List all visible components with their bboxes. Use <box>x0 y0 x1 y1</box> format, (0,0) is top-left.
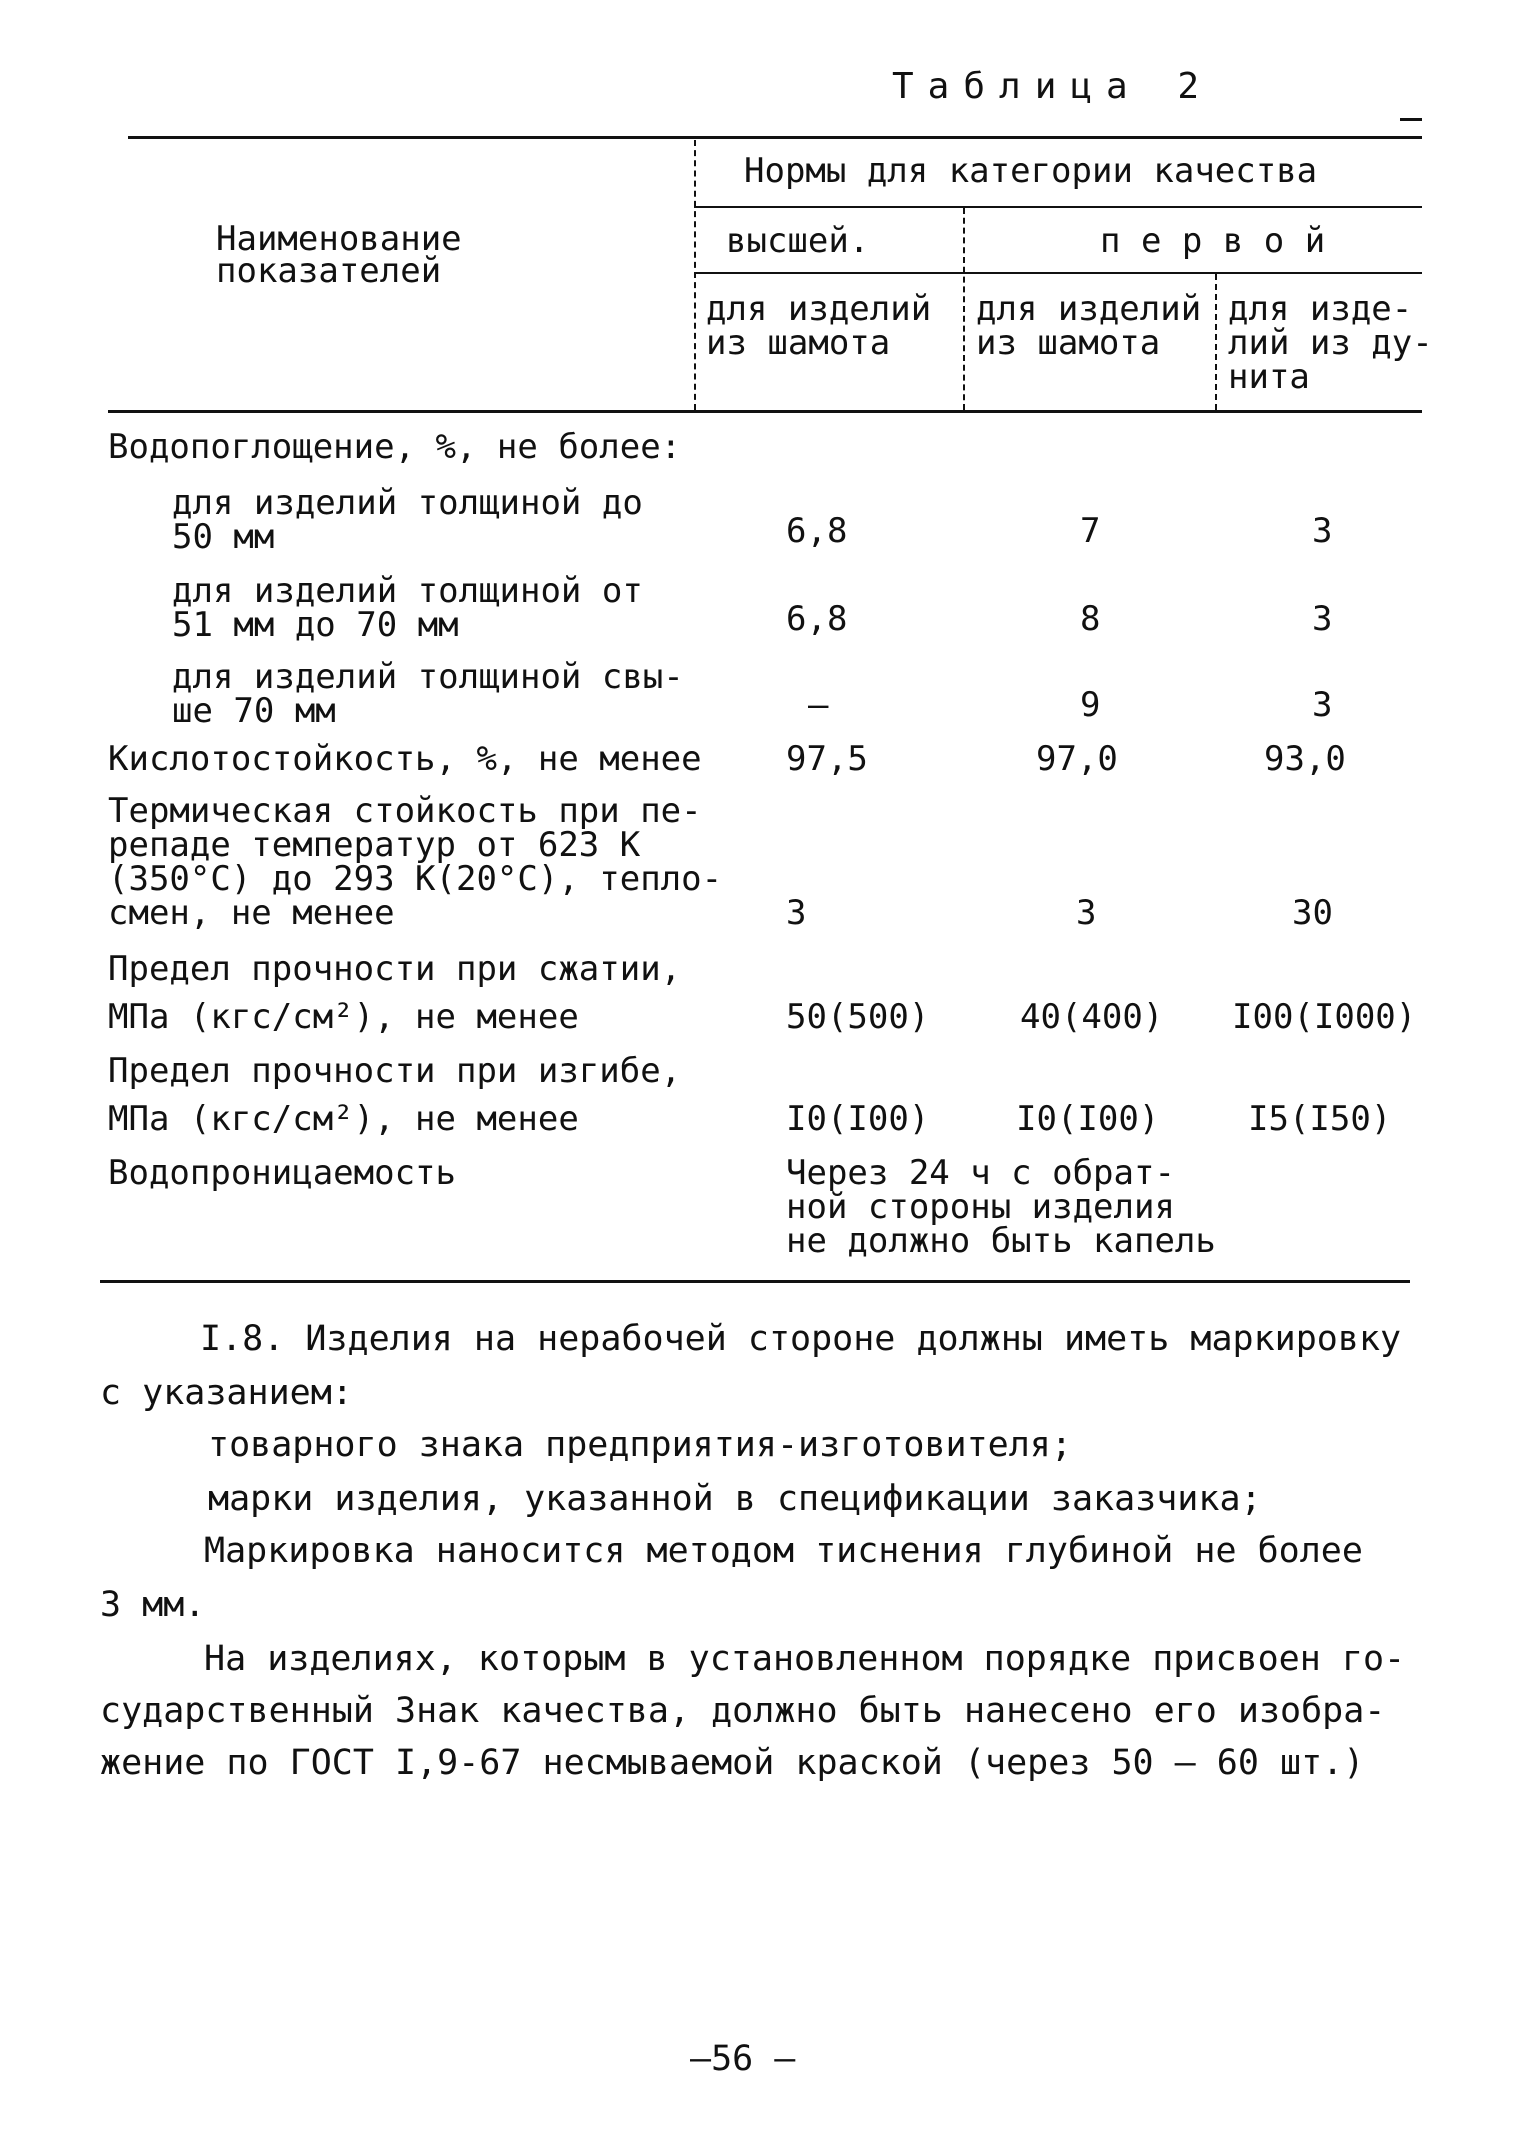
table-caption: Таблица 2 <box>892 66 1214 107</box>
acid-label: Кислотостойкость, %, не менее <box>108 739 702 779</box>
header-sub1-l1: для изделий <box>706 289 932 329</box>
wa-r3-label-l2: ше 70 мм <box>172 691 336 731</box>
header-name-line2: показателей <box>216 251 442 291</box>
wa-r1-v1: 6,8 <box>786 511 848 551</box>
header-cat-first: п е р в о й <box>1100 221 1326 261</box>
compress-v1: 50(500) <box>786 997 930 1037</box>
table-top-rule <box>128 136 1422 139</box>
bending-label-l2: МПа (кгс/см²), не менее <box>108 1099 579 1139</box>
header-bottom-rule <box>108 410 1422 413</box>
para-1-line-2: с указанием: <box>100 1373 353 1413</box>
header-cat-high: высшей. <box>726 221 870 261</box>
thermal-v1: 3 <box>786 893 807 933</box>
thermal-label-l4: смен, не менее <box>108 893 395 933</box>
header-sub2-l2: из шамота <box>976 323 1161 363</box>
header-sub2-l1: для изделий <box>976 289 1202 329</box>
wa-r1-label-l2: 50 мм <box>172 517 275 557</box>
row-water-absorption: Водопоглощение, %, не более: <box>108 427 682 467</box>
wa-r2-label-l1: для изделий толщиной от <box>172 571 643 611</box>
thermal-label-l2: репаде температур от 623 К <box>108 825 641 865</box>
header-divider-main <box>694 140 696 410</box>
wa-r3-v3: 3 <box>1312 685 1333 725</box>
para-3: марки изделия, указанной в спецификации заказчика; <box>208 1479 1262 1519</box>
compress-label-l2: МПа (кгс/см²), не менее <box>108 997 579 1037</box>
para-5-line-1: На изделиях, которым в установленном порядке присвоен го- <box>204 1639 1406 1679</box>
thermal-label-l1: Термическая стойкость при пе- <box>108 791 702 831</box>
compress-v2: 40(400) <box>1020 997 1164 1037</box>
para-5-line-2: сударственный Знак качества, должно быть нанесено его изобра- <box>100 1691 1386 1731</box>
wa-r3-v1: – <box>808 685 829 725</box>
compress-label-l1: Предел прочности при сжатии, <box>108 949 682 989</box>
acid-v2: 97,0 <box>1036 739 1118 779</box>
para-1-line-1: I.8. Изделия на нерабочей стороне должны иметь маркировку <box>200 1319 1402 1359</box>
header-name-line1: Наименование <box>216 219 462 259</box>
para-5-line-3: жение по ГОСТ I,9-67 несмываемой краской (через 50 – 60 шт.) <box>100 1743 1365 1783</box>
thermal-v2: 3 <box>1076 893 1097 933</box>
bending-v2: I0(I00) <box>1016 1099 1160 1139</box>
para-4-line-2: 3 мм. <box>100 1585 206 1625</box>
corner-mark <box>1400 118 1422 121</box>
page-number: –56 – <box>690 2039 796 2079</box>
wa-r3-v2: 9 <box>1080 685 1101 725</box>
permeability-value-l1: Через 24 ч с обрат- <box>786 1153 1175 1193</box>
header-sub3-l1: для изде- <box>1228 289 1413 329</box>
header-sub3-l3: нита <box>1228 357 1310 397</box>
permeability-value-l2: ной стороны изделия <box>786 1187 1175 1227</box>
para-2: товарного знака предприятия-изготовителя; <box>208 1425 1072 1465</box>
header-divider-sub <box>1215 274 1217 410</box>
permeability-label: Водопроницаемость <box>108 1153 456 1193</box>
compress-v3: I00(I000) <box>1232 997 1417 1037</box>
header-divider-cat <box>963 208 965 410</box>
wa-r1-label-l1: для изделий толщиной до <box>172 483 643 523</box>
bending-v1: I0(I00) <box>786 1099 930 1139</box>
wa-r2-v3: 3 <box>1312 599 1333 639</box>
header-rule-2 <box>694 272 1422 274</box>
header-sub1-l2: из шамота <box>706 323 891 363</box>
permeability-value-l3: не должно быть капель <box>786 1221 1216 1261</box>
wa-r2-v1: 6,8 <box>786 599 848 639</box>
thermal-label-l3: (350°С) до 293 К(20°С), тепло- <box>108 859 723 899</box>
wa-r1-v2: 7 <box>1080 511 1101 551</box>
bending-v3: I5(I50) <box>1248 1099 1392 1139</box>
wa-r2-label-l2: 51 мм до 70 мм <box>172 605 459 645</box>
acid-v1: 97,5 <box>786 739 868 779</box>
table-bottom-rule <box>100 1280 1410 1283</box>
wa-r2-v2: 8 <box>1080 599 1101 639</box>
wa-r1-v3: 3 <box>1312 511 1333 551</box>
wa-r3-label-l1: для изделий толщиной свы- <box>172 657 684 697</box>
header-norms: Нормы для категории качества <box>744 151 1318 191</box>
bending-label-l1: Предел прочности при изгибе, <box>108 1051 682 1091</box>
thermal-v3: 30 <box>1292 893 1333 933</box>
acid-v3: 93,0 <box>1264 739 1346 779</box>
header-rule-1 <box>694 206 1422 208</box>
header-sub3-l2: лий из ду- <box>1228 323 1433 363</box>
para-4-line-1: Маркировка наносится методом тиснения глубиной не более <box>204 1531 1363 1571</box>
